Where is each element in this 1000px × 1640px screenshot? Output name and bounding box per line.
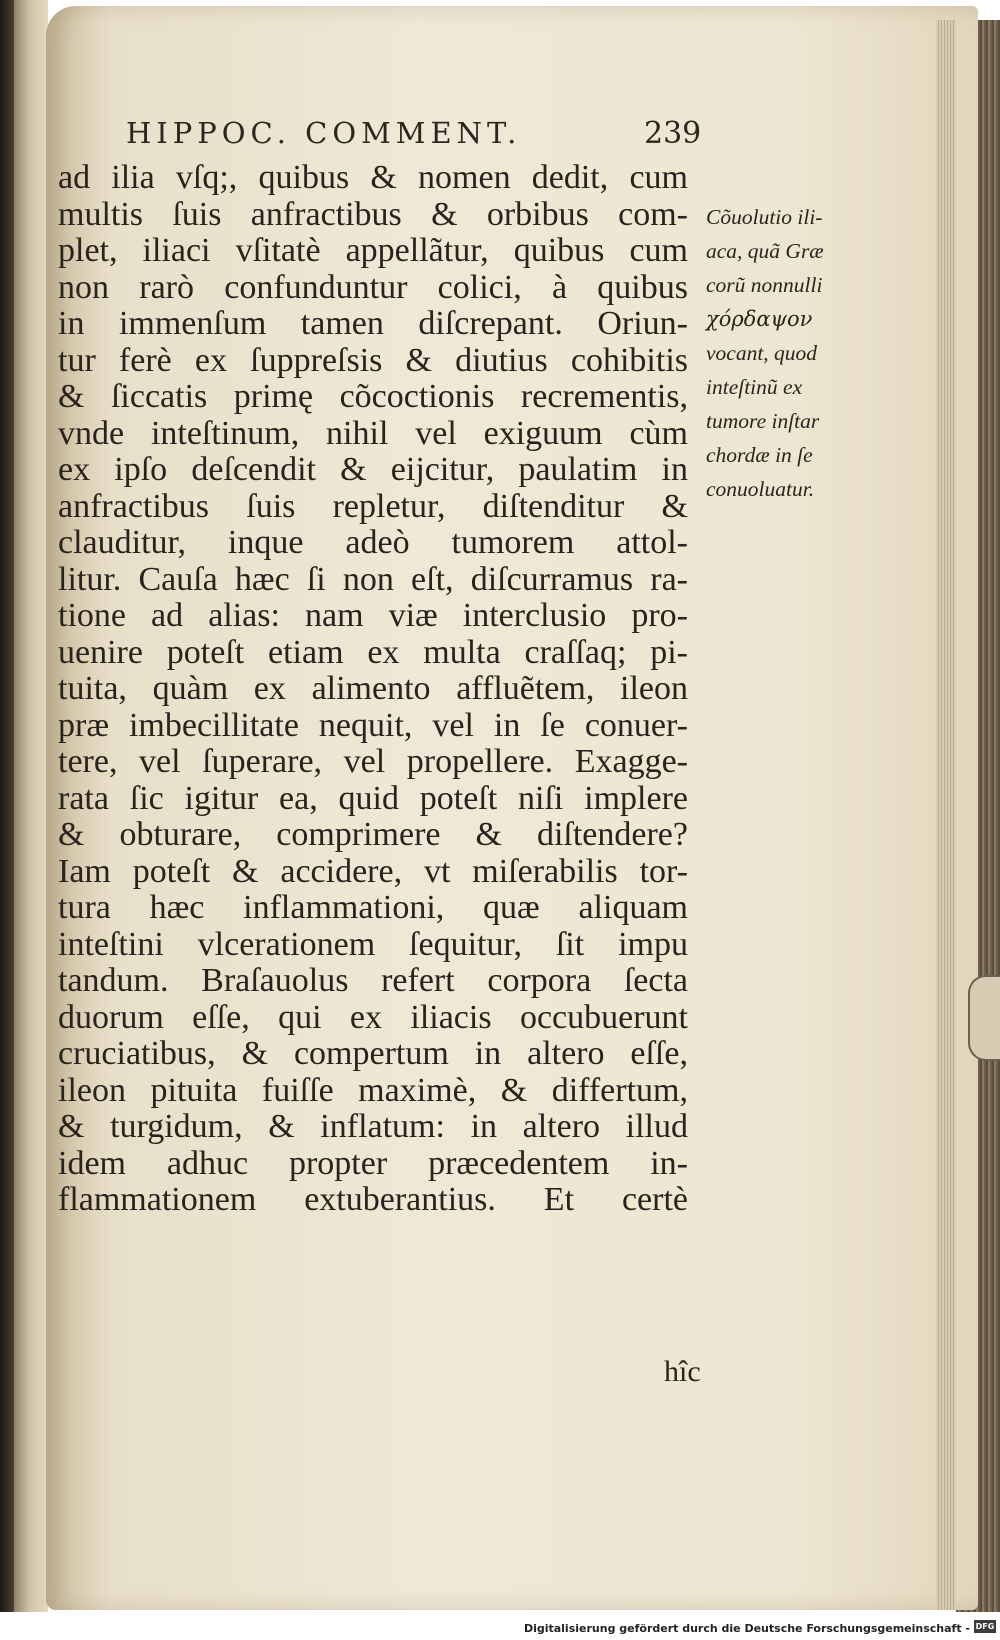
- text-line: plet, iliaci vſitatè appellãtur, quibus cum: [58, 232, 688, 269]
- text-line: tione ad alias: nam viæ interclusio pro-: [58, 597, 688, 634]
- text-line: cruciatibus, & compertum in altero eſſe,: [58, 1035, 688, 1072]
- facing-page-strip: [14, 0, 48, 1612]
- text-line: tuita, quàm ex alimento affluẽtem, ileon: [58, 670, 688, 707]
- text-line: vnde inteſtinum, nihil vel exiguum cùm: [58, 414, 688, 452]
- catchword: hîc: [664, 1355, 701, 1388]
- text-line: tere, vel ſuperare, vel propellere. Exagge-: [58, 743, 688, 780]
- text-line: & ſiccatis primę cõcoctionis recrementis,: [58, 378, 688, 415]
- text-line: non rarò confunduntur colici, à quibus: [58, 268, 688, 306]
- marginal-line: chordæ in ſe: [706, 443, 813, 467]
- marginal-line: tumore inſtar: [706, 409, 820, 433]
- marginal-note: [706, 200, 886, 506]
- text-line: multis ſuis anfractibus & orbibus com-: [58, 195, 688, 233]
- marginal-line: corũ nonnulli: [706, 273, 823, 297]
- marginal-line: Cõuolutio ili-: [706, 205, 823, 229]
- dfg-logo: DFG: [975, 1622, 995, 1631]
- marginal-line: inteſtinũ ex: [706, 375, 803, 399]
- text-line: flammationem extuberantius. Et certè: [58, 1181, 688, 1218]
- running-head: HIPPOC. COMMENT.: [126, 116, 522, 150]
- page-number: 239: [644, 116, 702, 151]
- page-stack-edge: [936, 20, 956, 1610]
- text-line: uenire poteſt etiam ex multa craſſaq; pi-: [58, 633, 688, 671]
- text-line: tura hæc inflammationi, quæ aliquam: [58, 889, 688, 926]
- marginal-line: aca, quã Græ: [706, 239, 824, 263]
- text-line: ex ipſo deſcendit & eijcitur, paulatim in: [58, 451, 688, 488]
- text-line: tur ferè ex ſuppreſsis & diutius cohibitis: [58, 341, 688, 379]
- funding-credit: Digitalisierung gefördert durch die Deutsche Forschungsgemeinschaft -: [523, 1622, 970, 1635]
- text-line: duorum eſſe, qui ex iliacis occubuerunt: [58, 998, 688, 1036]
- text-line: rata ſic igitur ea, quid poteſt niſi implere: [58, 779, 688, 817]
- text-line: idem adhuc propter præcedentem in-: [58, 1144, 688, 1182]
- text-line: clauditur, inque adeò tumorem attol-: [58, 524, 688, 561]
- text-line: ad ilia vſq;, quibus & nomen dedit, cum: [58, 159, 688, 196]
- text-line: & obturare, comprimere & diſtendere?: [58, 816, 688, 853]
- text-line: inteſtini vlcerationem ſequitur, ſit impu: [58, 925, 688, 963]
- text-line: præ imbecillitate nequit, vel in ſe conuer-: [58, 706, 688, 744]
- text-line: ileon pituita fuiſſe maximè, & differtum,: [58, 1071, 688, 1109]
- body-text: [58, 160, 688, 1219]
- text-line: & turgidum, & inflatum: in altero illud: [58, 1108, 688, 1145]
- page-clip-tab: [968, 975, 1000, 1061]
- text-line: litur. Cauſa hæc ſi non eſt, diſcurramus ra-: [58, 560, 688, 598]
- marginal-line: vocant, quod: [706, 341, 818, 365]
- marginal-line: conuoluatur.: [706, 477, 815, 501]
- text-line: anfractibus ſuis repletur, diſtenditur &: [58, 487, 688, 525]
- marginal-line-greek: χόρδαψον: [706, 307, 813, 331]
- text-line: Iam poteſt & accidere, vt miſerabilis tor-: [58, 852, 688, 890]
- book-edge-left: [0, 0, 14, 1612]
- text-line: in immenſum tamen diſcrepant. Oriun-: [58, 305, 688, 342]
- text-line: tandum. Braſauolus refert corpora ſecta: [58, 962, 688, 999]
